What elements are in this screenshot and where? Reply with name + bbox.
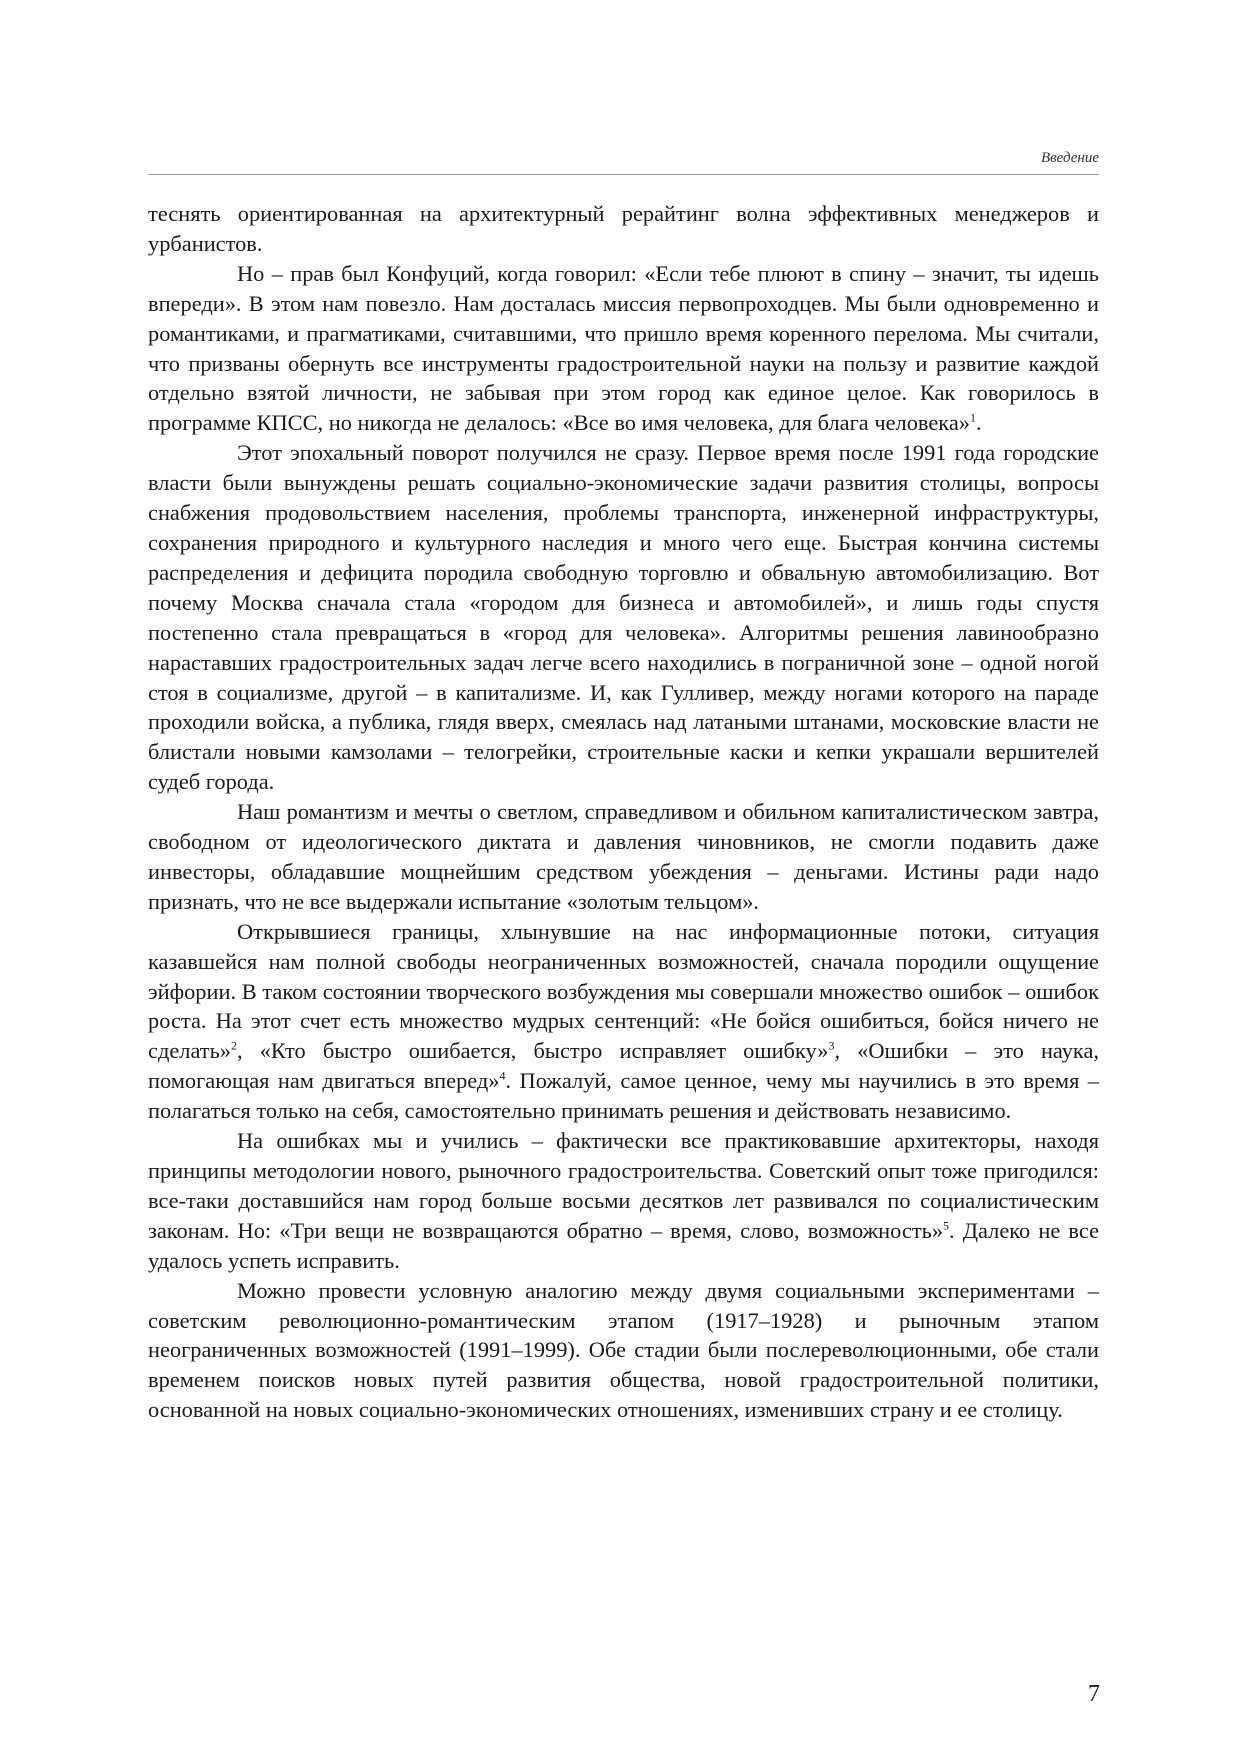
paragraph xyxy=(148,797,1099,917)
paragraph xyxy=(148,259,1099,438)
header-rule xyxy=(148,174,1099,175)
footnote-marker[interactable]: 1 xyxy=(969,410,976,425)
footnote-marker[interactable]: 2 xyxy=(231,1038,237,1053)
paragraph-text: Но – прав был Конфуций, когда говорил: «Если тебе плюют в спину – значит, ты идешь впереди». В этом нам повезло. Нам досталась миссия первопроходцев. Мы были одновременно и романтиками, и прагматиками, считавшими, что пришло время коренного перелома. Мы считали, что призваны обернуть все инструменты градостроительной науки на пользу и развитие каждой отдельно взятой личности, не забывая при этом город как единое целое. Как говорилось в программе КПСС, но никогда не делалось: «Все во имя человека, для блага человека» xyxy=(148,260,1099,436)
body-text xyxy=(148,199,1099,1425)
paragraph-text: , «Ошибки – это наука, помогающая нам двигаться вперед» xyxy=(148,1038,1099,1094)
paragraph-text: , «Кто быстро ошибается, быстро исправляет ошибку» xyxy=(237,1038,829,1064)
paragraph xyxy=(148,199,1099,259)
footnote-marker[interactable]: 5 xyxy=(943,1218,950,1233)
paragraph-text: На ошибках мы и учились – фактически все практиковавшие архитекторы, находя принципы методологии нового, рыночного градостроительства. Советский опыт тоже пригодился: все-таки доставшийся нам город больше восьми десятков лет развивался по социалистическим законам. Но: «Три вещи не возвращаются обратно – время, слово, возможность» xyxy=(148,1128,1099,1243)
paragraph xyxy=(148,917,1099,1126)
paragraph-text: Можно провести условную аналогию между двумя социальными экспериментами – советским революционно-романтическим этапом (1917–1928) и рыночным этапом неограниченных возможностей (1991–1999). Обе стадии были послереволюционными, обе стали временем поисков новых путей развития общества, новой градостроительной политики, основанной на новых социально-экономических отношениях, изменивших страну и ее столицу. xyxy=(148,1277,1099,1423)
paragraph xyxy=(148,1276,1099,1426)
paragraph-text: Этот эпохальный поворот получился не сразу. Первое время после 1991 года городские власти были вынуждены решать социально-экономические задачи развития столицы, вопросы снабжения продовольствием населения, проблемы транспорта, инженерной инфраструктуры, сохранения природного и культурного наследия и много чего еще. Быстрая кончина системы распределения и дефицита породила свободную торговлю и обвальную автомобилизацию. Вот почему Москва сначала стала «городом для бизнеса и автомобилей», и лишь годы спустя постепенно стала превращаться в «город для человека». Алгоритмы решения лавинообразно нараставших градостроительных задач легче всего находились в пограничной зоне – одной ногой стоя в социализме, другой – в капитализме. И, как Гулливер, между ногами которого на параде проходили войска, а публика, глядя вверх, смеялась над латаными штанами, московские власти не блистали новыми камзолами – телогрейки, строительные каски и кепки украшали вершителей судеб города. xyxy=(148,440,1099,795)
footnote-marker[interactable]: 4 xyxy=(499,1068,506,1083)
page-number: 7 xyxy=(1088,1681,1100,1707)
running-head: Введение xyxy=(1041,150,1099,166)
paragraph-text: Наш романтизм и мечты о светлом, справедливом и обильном капиталистическом завтра, свободном от идеологического диктата и давления чиновников, не смогли подавить даже инвесторы, обладавшие мощнейшим средством убеждения – деньгами. Истины ради надо признать, что не все выдержали испытание «золотым тельцом». xyxy=(148,799,1099,914)
paragraph-text: . Пожалуй, самое ценное, чему мы научились в это время – полагаться только на себя, самостоятельно принимать решения и действовать независимо. xyxy=(148,1068,1100,1124)
paragraph xyxy=(148,438,1099,797)
paragraph-text: . xyxy=(975,410,982,436)
paragraph-text: теснять ориентированная на архитектурный рерайтинг волна эффективных менеджеров и урбанистов. xyxy=(148,201,1099,256)
paragraph xyxy=(148,1126,1099,1276)
footnote-marker[interactable]: 3 xyxy=(828,1038,835,1053)
paragraph-text: . Далеко не все удалось успеть исправить. xyxy=(148,1217,1100,1273)
paragraph-text: Открывшиеся границы, хлынувшие на нас информационные потоки, ситуация казавшейся нам полной свободы неограниченных возможностей, сначала породили ощущение эйфории. В таком состоянии творческого возбуждения мы совершали множество ошибок – ошибок роста. На этот счет есть множество мудрых сентенций: «Не бойся ошибиться, бойся ничего не сделать» xyxy=(148,918,1099,1064)
